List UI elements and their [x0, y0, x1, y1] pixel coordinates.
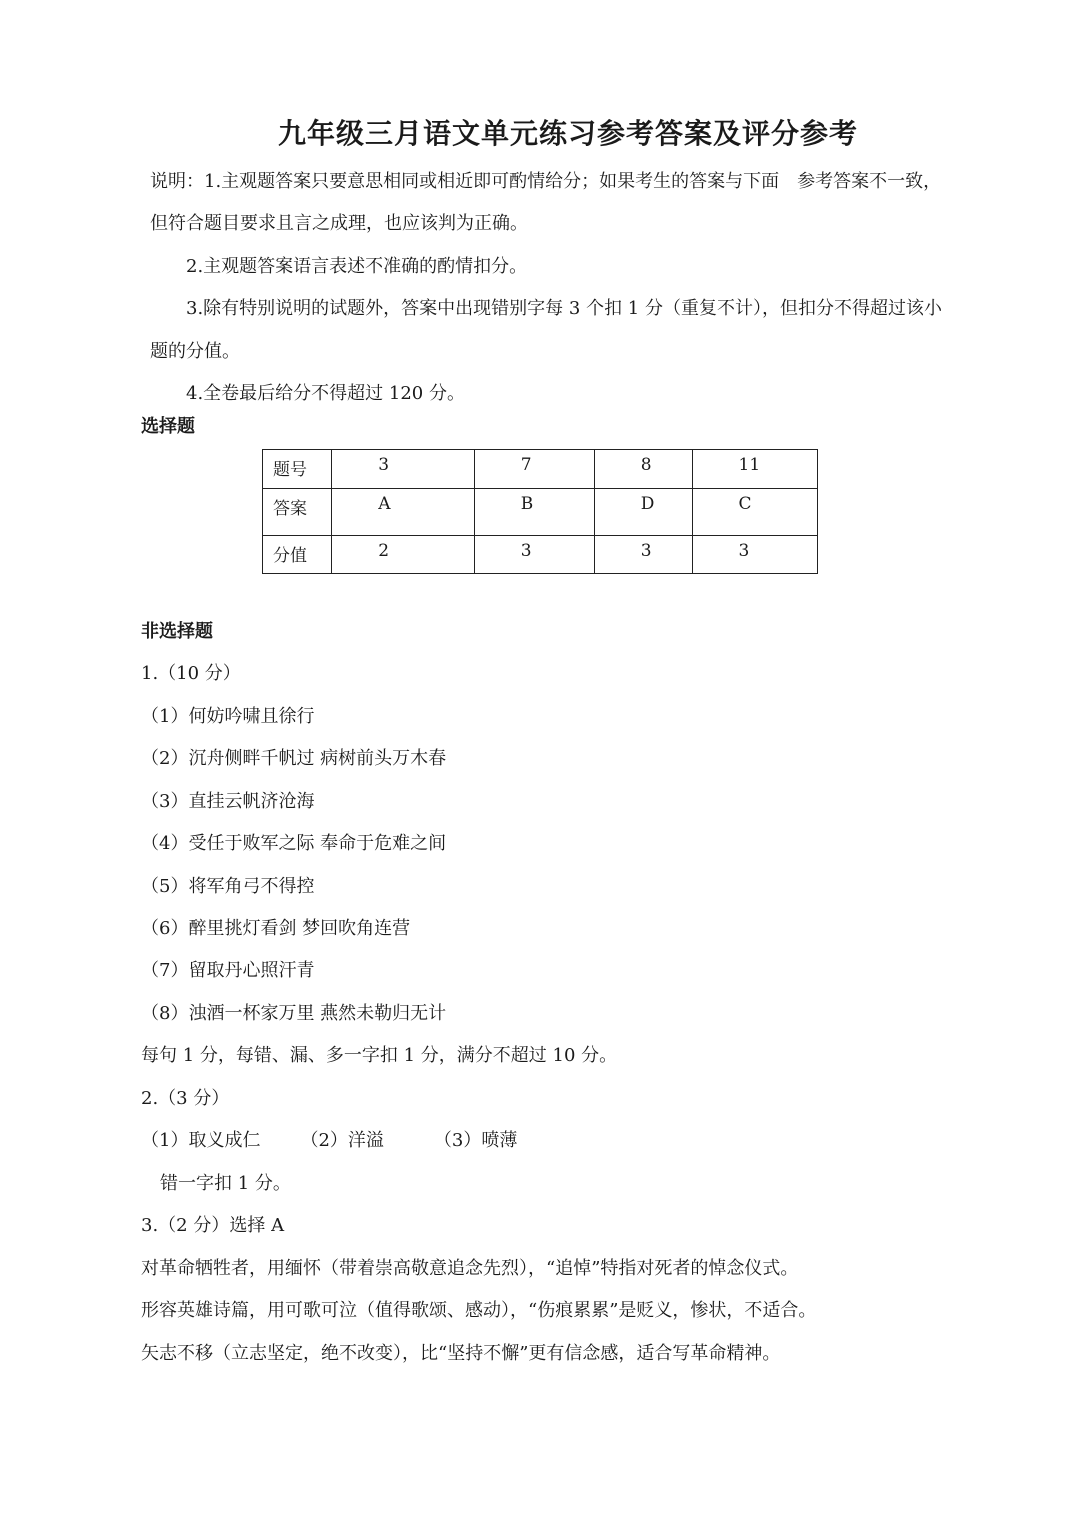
note-1-line-1: 说明：1.主观题答案只要意思相同或相近即可酌情给分；如果考生的答案与下面 参考答案不一致，: [150, 171, 942, 192]
q1-item-6: （6）醉里挑灯看剑 梦回吹角连营: [141, 918, 411, 939]
table-cell: 3: [692, 536, 818, 574]
q1-scoring: 每句 1 分，每错、漏、多一字扣 1 分，满分不超过 10 分。: [141, 1045, 618, 1066]
table-cell: 2: [332, 536, 474, 574]
choice-answer-table: [262, 449, 818, 574]
q3-line-2: 形容英雄诗篇，用可歌可泣（值得歌颂、感动），“伤痕累累”是贬义，惨状，不适合。: [141, 1300, 817, 1321]
table-cell: B: [474, 489, 594, 536]
table-cell: D: [594, 489, 692, 536]
table-cell: 3: [474, 536, 594, 574]
q3-line-1: 对革命牺牲者，用缅怀（带着崇高敬意追念先烈），“追悼”特指对死者的悼念仪式。: [141, 1258, 799, 1279]
table-cell: C: [692, 489, 818, 536]
q1-item-4: （4）受任于败军之际 奉命于危难之间: [141, 833, 447, 854]
table-row: [263, 489, 818, 536]
table-cell: 7: [474, 450, 594, 489]
nonchoice-heading: 非选择题: [141, 621, 213, 642]
q2-answer-2: （2）洋溢: [300, 1130, 384, 1151]
page-title: 九年级三月语文单元练习参考答案及评分参考: [277, 117, 858, 150]
table-cell: 8: [594, 450, 692, 489]
table-cell: A: [332, 489, 474, 536]
q2-answers: [141, 1129, 517, 1153]
note-3-line-2: 题的分值。: [150, 341, 240, 362]
q1-item-3: （3）直挂云帆济沧海: [141, 791, 315, 812]
table-cell: 题号: [263, 450, 332, 489]
note-4: 4.全卷最后给分不得超过 120 分。: [186, 383, 465, 404]
q3-line-3: 矢志不移（立志坚定，绝不改变），比“坚持不懈”更有信念感，适合写革命精神。: [141, 1343, 781, 1364]
table-cell: 分值: [263, 536, 332, 574]
q1-head: 1.（10 分）: [141, 663, 241, 684]
note-1-line-2: 但符合题目要求且言之成理，也应该判为正确。: [150, 213, 528, 234]
table-row: [263, 536, 818, 574]
note-2: 2.主观题答案语言表述不准确的酌情扣分。: [186, 256, 528, 277]
table-cell: 3: [332, 450, 474, 489]
table-row: [263, 450, 818, 489]
q1-item-1: （1）何妨吟啸且徐行: [141, 706, 315, 727]
q2-head: 2.（3 分）: [141, 1088, 230, 1109]
q1-item-2: （2）沉舟侧畔千帆过 病树前头万木春: [141, 748, 447, 769]
note-3-line-1: 3.除有特别说明的试题外，答案中出现错别字每 3 个扣 1 分（重复不计），但扣分不得超过该小: [186, 298, 942, 319]
q1-item-7: （7）留取丹心照汗青: [141, 960, 315, 981]
q2-answer-3: （3）喷薄: [433, 1130, 518, 1151]
table-cell: 11: [692, 450, 818, 489]
q1-item-5: （5）将军角弓不得控: [141, 876, 315, 897]
table-cell: 答案: [263, 489, 332, 536]
q3-head: 3.（2 分）选择 A: [141, 1215, 285, 1236]
q1-item-8: （8）浊酒一杯家万里 燕然未勒归无计: [141, 1003, 447, 1024]
table-cell: 3: [594, 536, 692, 574]
choice-heading: 选择题: [141, 416, 195, 437]
q2-answer-1: （1）取义成仁: [141, 1130, 261, 1151]
q2-scoring: 错一字扣 1 分。: [160, 1173, 291, 1194]
